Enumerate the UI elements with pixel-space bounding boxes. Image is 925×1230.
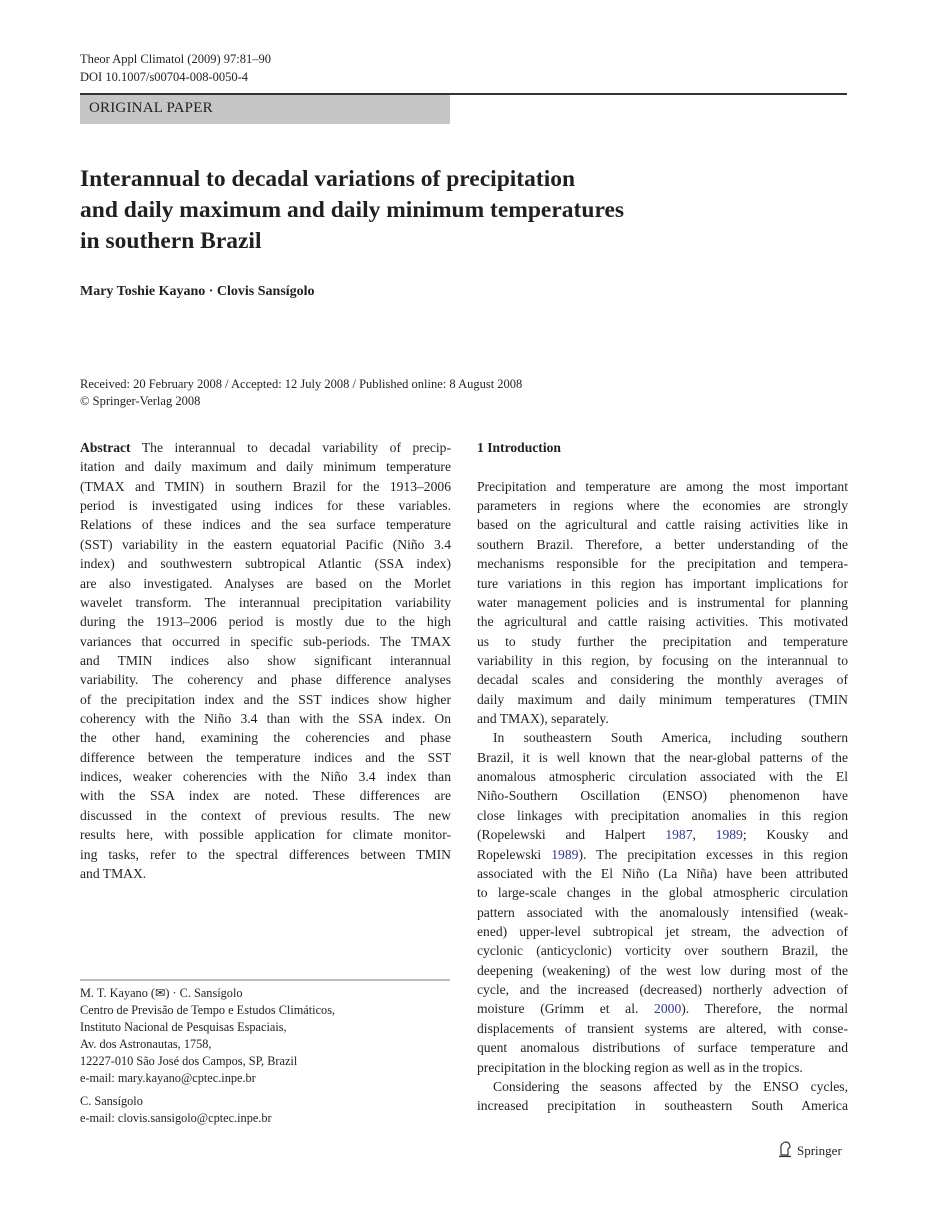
doi: DOI 10.1007/s00704-008-0050-4 (80, 70, 249, 84)
text-line: variability in this region, by focusing on the interannual to (477, 652, 848, 668)
text-line: ing tasks, refer to the spectral differences between TMIN (80, 846, 451, 862)
citation-link[interactable]: 1989 (551, 846, 579, 862)
text-segment: (Ropelewski and Halpert (477, 827, 666, 843)
text-line: index) and southwestern subtropical Atlantic (SSA index) (80, 556, 451, 572)
footnote-line: M. T. Kayano (✉) · C. Sansígolo (80, 986, 243, 1000)
text-line: precipitation in the blocking region as well as in the tropics. (477, 1059, 803, 1075)
text-line: discussed in the context of previous results. The new (80, 807, 451, 823)
category-label: ORIGINAL PAPER (89, 100, 213, 116)
text-line: close linkages with precipitation anomalies in this region (477, 807, 848, 823)
text-line: indices, weaker coherencies with the Niño 3.4 index than (80, 769, 451, 785)
footnote-line: 12227-010 São José dos Campos, SP, Brazil (80, 1054, 298, 1068)
text-line: to large-scale changes in the global atmospheric circulation (477, 885, 848, 901)
text-segment: ). Therefore, the normal (681, 1001, 848, 1017)
author-affiliations (80, 985, 335, 1127)
text-line (477, 825, 848, 844)
text-line: Niño-Southern Oscillation (ENSO) phenomenon have (477, 788, 848, 804)
text-segment: ). The precipitation excesses in this region (578, 846, 848, 862)
text-line: cyclonic (anticyclonic) vorticity over southern Brazil, the (477, 943, 848, 959)
text-line: water management policies and is instrumental for planning (477, 594, 848, 610)
text-line: coherency with the Niño 3.4 than with the SSA index. On (80, 711, 451, 727)
text-line: are also investigated. Analyses are based on the Morlet (80, 575, 451, 591)
text-line: the agricultural and cattle raising activities. This motivated (477, 614, 848, 630)
text-line: decadal scales and considering the monthly averages of (477, 672, 848, 688)
text-line: In southeastern South America, including southern (493, 730, 848, 746)
text-line: displacements of transient systems are altered, with conse- (477, 1020, 848, 1036)
text-line: quent anomalous distributions of surface temperature and (477, 1040, 848, 1056)
text-line: pattern associated with the anomalously intensified (weak- (477, 904, 848, 920)
footnote-line: Centro de Previsão de Tempo e Estudos Climáticos, (80, 1003, 336, 1017)
text-segment: Ropelewski (477, 846, 552, 862)
text-segment: moisture (Grimm et al. (477, 1001, 655, 1017)
text-line: Precipitation and temperature are among the most important (477, 478, 848, 494)
title-line: in southern Brazil (80, 228, 262, 254)
text-line: mechanisms responsible for the precipitation and tempera- (477, 556, 848, 572)
text-line: itation and daily maximum and daily minimum temperature (80, 459, 451, 475)
springer-horse-icon (777, 1140, 793, 1162)
text-line: cycle, and the increased (decreased) northerly advection of (477, 982, 848, 998)
text-line: anomalous atmospheric circulation associated with the El (477, 769, 848, 785)
text-line: deepening (weakening) of the west low during most of the (477, 962, 848, 978)
copyright: © Springer-Verlag 2008 (80, 394, 201, 408)
authors: Mary Toshie Kayano · Clovis Sansígolo (80, 284, 315, 299)
publisher-name: Springer (797, 1143, 842, 1158)
text-line: us to study further the precipitation and temperature (477, 633, 848, 649)
footnote-rule (80, 979, 450, 981)
text-line: results here, with possible application for climate monitor- (80, 827, 451, 843)
text-segment: , (692, 827, 716, 843)
text-line: period is investigated using indices for these variables. (80, 498, 451, 514)
text-line: parameters in regions where the economies are strongly (477, 498, 848, 514)
text-line (80, 438, 451, 457)
text-line: associated with the El Niño (La Niña) have been attributed (477, 865, 848, 881)
text-line: southern Brazil. Therefore, a better understanding of the (477, 536, 848, 552)
citation-link[interactable]: 1987 (665, 827, 693, 843)
text-line (477, 845, 848, 864)
journal-citation: Theor Appl Climatol (2009) 97:81–90 (80, 52, 271, 66)
publication-history: Received: 20 February 2008 / Accepted: 12 July 2008 / Published online: 8 August 2008 (80, 377, 523, 391)
text-line: and TMAX), separately. (477, 711, 609, 727)
introduction-section (477, 438, 848, 1116)
text-line: wavelet transform. The interannual precipitation variability (80, 594, 451, 610)
abstract-label: Abstract (80, 440, 131, 455)
footnote-line: Instituto Nacional de Pesquisas Espaciais, (80, 1020, 287, 1034)
abstract (80, 438, 451, 883)
footnote-line: e-mail: mary.kayano@cptec.inpe.br (80, 1071, 256, 1085)
text-line: Relations of these indices and the sea surface temperature (80, 517, 451, 533)
paper-title (80, 164, 780, 257)
footnote-line: e-mail: clovis.sansigolo@cptec.inpe.br (80, 1111, 272, 1125)
text-line: and TMIN indices also show significant interannual (80, 652, 451, 668)
text-line: and TMAX. (80, 865, 147, 881)
text-line: variances that occurred in specific sub-periods. The TMAX (80, 633, 451, 649)
footnote-line: Av. dos Astronautas, 1758, (80, 1037, 212, 1051)
footnote-line: C. Sansígolo (80, 1094, 143, 1108)
text-line: based on the agricultural and cattle raising activities like in (477, 517, 848, 533)
title-line: Interannual to decadal variations of precipitation (80, 166, 576, 192)
text-line: of the precipitation index and the SST indices show higher (80, 691, 451, 707)
text-line: daily maximum and daily minimum temperatures (TMIN (477, 691, 848, 707)
text-line: with the SSA index are noted. These differences are (80, 788, 451, 804)
text-line: variability. The coherency and phase difference analyses (80, 672, 451, 688)
section-heading: 1 Introduction (477, 440, 561, 455)
category-banner (80, 95, 450, 124)
publisher-logo (777, 1140, 842, 1162)
text-segment: The interannual to decadal variability of precip- (130, 440, 451, 455)
text-line: Considering the seasons affected by the ENSO cycles, (493, 1078, 848, 1094)
text-segment: ; Kousky and (742, 827, 849, 843)
text-line: the other hand, examining the coherencies and phase (80, 730, 451, 746)
citation-link[interactable]: 2000 (654, 1001, 682, 1017)
text-line: (SST) variability in the eastern equatorial Pacific (Niño 3.4 (80, 536, 451, 552)
text-line: increased precipitation in southeastern South America (477, 1098, 848, 1114)
title-line: and daily maximum and daily minimum temperatures (80, 197, 625, 223)
citation-link[interactable]: 1989 (715, 827, 743, 843)
text-line: (TMAX and TMIN) in southern Brazil for the 1913–2006 (80, 478, 451, 494)
text-line: difference between the temperature indices and the SST (80, 749, 451, 765)
text-line: Brazil, it is well known that the near-global patterns of the (477, 749, 848, 765)
text-line: ened) upper-level subtropical jet stream, the advection of (477, 923, 848, 939)
text-line (477, 999, 848, 1018)
text-line: ture variations in this region has important implications for (477, 575, 848, 591)
text-line: during the 1913–2006 period is mostly due to the high (80, 614, 451, 630)
